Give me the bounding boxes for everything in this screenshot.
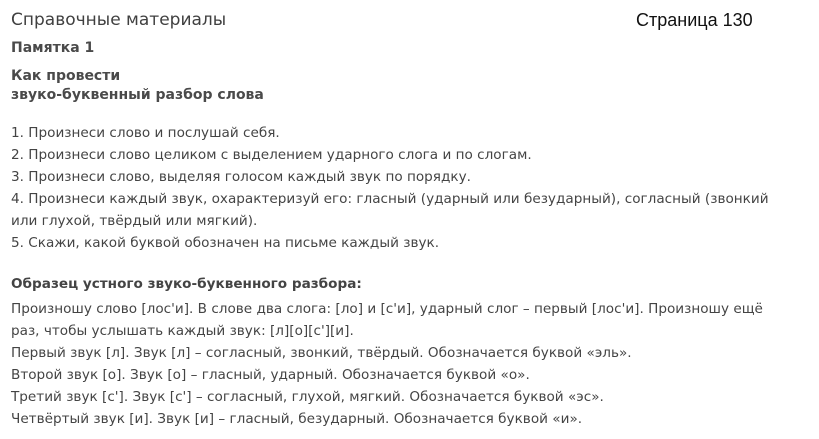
page-number: Страница 130 xyxy=(636,10,753,30)
step-item: 4. Произнеси каждый звук, охарактеризуй его: гласный (ударный или безударный), согласный (звонкий xyxy=(11,191,769,207)
memo-heading-line: звуко-буквенный разбор слова xyxy=(11,87,264,103)
sample-text xyxy=(11,298,811,430)
sample-title: Образец устного звуко-буквенного разбора: xyxy=(11,276,362,292)
section-title: Справочные материалы xyxy=(11,10,227,30)
memo-heading xyxy=(11,67,264,105)
step-item: 1. Произнеси слово и послушай себя. xyxy=(11,125,280,141)
sample-line: Третий звук [с']. Звук [с'] – согласный, глухой, мягкий. Обозначается буквой «эс». xyxy=(11,389,604,405)
sample-line: Четвёртый звук [и]. Звук [и] – гласный, безударный. Обозначается буквой «и». xyxy=(11,411,583,427)
sample-line: Второй звук [о]. Звук [о] – гласный, ударный. Обозначается буквой «о». xyxy=(11,367,530,383)
memo-heading-line: Как провести xyxy=(11,68,121,84)
steps-list xyxy=(11,122,811,254)
sample-line: Произношу слово [лос'и]. В слове два слога: [ло] и [с'и], ударный слог – первый [лос'и]. Произношу ещё xyxy=(11,301,763,317)
step-item: 2. Произнеси слово целиком с выделением ударного слога и по слогам. xyxy=(11,147,532,163)
sample-line: раз, чтобы услышать каждый звук: [л][о][с'][и]. xyxy=(11,323,354,339)
memo-title: Памятка 1 xyxy=(11,40,95,56)
step-item: 5. Скажи, какой буквой обозначен на письме каждый звук. xyxy=(11,235,440,251)
step-item: или глухой, твёрдый или мягкий). xyxy=(11,213,258,229)
sample-line: Первый звук [л]. Звук [л] – согласный, звонкий, твёрдый. Обозначается буквой «эль». xyxy=(11,345,632,361)
step-item: 3. Произнеси слово, выделяя голосом каждый звук по порядку. xyxy=(11,169,471,185)
